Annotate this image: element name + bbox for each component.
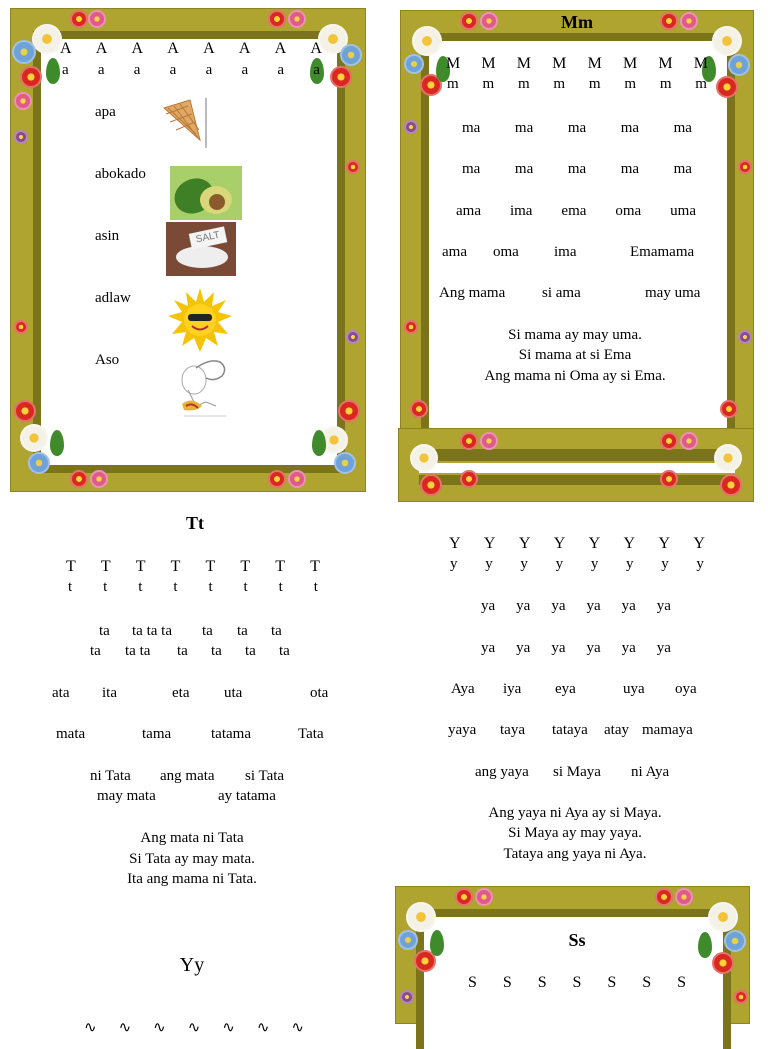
word: tatama xyxy=(211,726,251,742)
letter: t xyxy=(208,579,213,595)
word: uta xyxy=(224,685,243,701)
dog-sketch-icon xyxy=(176,350,236,420)
letter: a xyxy=(277,62,285,78)
phrase: ni Aya xyxy=(631,764,670,780)
letter: S xyxy=(677,974,686,991)
sun-icon xyxy=(168,288,232,352)
letter: a xyxy=(241,62,249,78)
syllable: ta xyxy=(271,623,282,639)
letter: y xyxy=(661,556,669,572)
word: iya xyxy=(503,681,522,697)
word: Emamama xyxy=(630,244,695,260)
phrase: si ama xyxy=(542,285,581,301)
sentence: Ita ang mama ni Tata. xyxy=(127,871,257,887)
word: tama xyxy=(142,726,172,742)
sentence: Ang mama ni Oma ay si Ema. xyxy=(484,368,666,384)
syllable: ma xyxy=(567,120,587,136)
word: uma xyxy=(670,203,696,219)
syllable: ta xyxy=(99,623,110,639)
letter: Y xyxy=(693,535,705,552)
syllable: ta ta xyxy=(125,643,151,659)
letter: t xyxy=(243,579,248,595)
phrase: ni Tata xyxy=(90,768,131,784)
letter: M xyxy=(658,55,673,72)
salt-icon xyxy=(166,222,236,276)
letter: Y xyxy=(449,535,461,552)
word-abokado: abokado xyxy=(95,166,146,182)
word: uya xyxy=(623,681,645,697)
syllable: ya xyxy=(586,598,601,614)
word: eta xyxy=(172,685,190,701)
word: tataya xyxy=(552,722,588,738)
word: mata xyxy=(56,726,86,742)
syllable: ta xyxy=(211,643,222,659)
word-aso: Aso xyxy=(95,352,120,368)
letter: a xyxy=(62,62,69,78)
letter: A xyxy=(310,40,322,57)
syllable: ya xyxy=(621,640,636,656)
letter: A xyxy=(203,40,215,57)
letter: a xyxy=(205,62,213,78)
word: ama xyxy=(456,203,481,219)
next-page-title: Yy xyxy=(179,954,205,976)
phrase: si Maya xyxy=(553,764,601,780)
word: ama xyxy=(442,244,467,260)
word: ima xyxy=(509,203,533,219)
letter: M xyxy=(446,55,461,72)
page-y-syllables-1 xyxy=(481,598,671,615)
sentence: Tataya ang yaya ni Aya. xyxy=(503,846,647,862)
letter: t xyxy=(313,579,318,595)
syllable: ma xyxy=(462,161,481,177)
letter: T xyxy=(170,558,181,575)
syllable: ya xyxy=(656,598,671,614)
syllable: ya xyxy=(481,640,496,656)
letter: y xyxy=(590,556,599,572)
salt-label: SALT xyxy=(189,226,228,249)
word: mamaya xyxy=(642,722,693,738)
letter: m xyxy=(482,76,495,92)
word: ema xyxy=(561,203,587,219)
letter: t xyxy=(68,579,73,595)
syllable: ma xyxy=(673,120,692,136)
letter: m xyxy=(517,76,530,92)
syllable: ta xyxy=(90,643,101,659)
phrase: ang mata xyxy=(160,768,215,784)
letter: S xyxy=(468,974,477,991)
page-m-uppercase-row xyxy=(446,55,708,73)
letter: T xyxy=(100,558,111,575)
page-a-uppercase-row xyxy=(60,40,322,58)
word: taya xyxy=(500,722,525,738)
word: yaya xyxy=(448,722,477,738)
word: ata xyxy=(52,685,70,701)
letter: T xyxy=(205,558,216,575)
letter: Y xyxy=(483,535,496,552)
page-s-frame xyxy=(395,886,750,1024)
page-m-bottom-band xyxy=(398,428,754,502)
letter: y xyxy=(555,556,564,572)
syllable: ya xyxy=(551,640,566,656)
letter: Y xyxy=(518,535,531,552)
letter: y xyxy=(696,556,704,572)
phrase: Ang mama xyxy=(439,285,506,301)
word: Tata xyxy=(298,726,324,742)
sentence: Si mama at si Ema xyxy=(518,347,632,363)
syllable: ma xyxy=(514,161,534,177)
page-m-title: Mm xyxy=(561,12,593,32)
letter: y xyxy=(626,556,634,572)
syllable: ma xyxy=(514,120,534,136)
page-y-uppercase-row xyxy=(449,535,705,553)
page-t-lowercase-row xyxy=(68,579,318,596)
page-m-syllables-1 xyxy=(462,120,692,137)
word: ita xyxy=(102,685,117,701)
letter: A xyxy=(274,40,287,57)
letter: M xyxy=(622,55,638,72)
syllable: ma xyxy=(620,161,640,177)
sentence: Ang yaya ni Aya ay si Maya. xyxy=(488,805,662,821)
syllable: ta xyxy=(202,623,213,639)
letter: Y xyxy=(623,535,636,552)
letter: A xyxy=(167,40,179,57)
syllable: ta xyxy=(237,623,248,639)
letter: M xyxy=(516,55,532,72)
syllable: ya xyxy=(621,598,636,614)
word-asin: asin xyxy=(95,228,120,244)
syllable: ya xyxy=(656,640,671,656)
letter: Y xyxy=(658,535,670,552)
phrase: si Tata xyxy=(245,768,285,784)
phrase: may uma xyxy=(645,285,701,301)
word-apa: apa xyxy=(95,104,116,120)
letter: m xyxy=(588,76,601,92)
word: oya xyxy=(675,681,697,697)
syllable: ma xyxy=(567,161,587,177)
sentence: Si Tata ay may mata. xyxy=(129,851,255,867)
letter: M xyxy=(587,55,602,72)
letter: S xyxy=(502,974,512,991)
letter: A xyxy=(95,40,108,57)
letter: A xyxy=(238,40,251,57)
page-m-lowercase-row xyxy=(447,76,707,93)
page-m-frame xyxy=(400,10,754,430)
syllable: ya xyxy=(516,598,531,614)
letter: a xyxy=(97,62,105,78)
letter: T xyxy=(240,558,251,575)
avocado-icon xyxy=(170,166,242,220)
letter: T xyxy=(310,558,320,575)
letter: y xyxy=(520,556,528,572)
letter: y xyxy=(450,556,458,572)
letter: m xyxy=(553,76,566,92)
page-t-title: Tt xyxy=(186,513,204,533)
letter: a xyxy=(313,62,320,78)
syllable: ta xyxy=(245,643,256,659)
word: ima xyxy=(554,244,577,260)
word-adlaw: adlaw xyxy=(95,290,131,306)
letter: S xyxy=(537,974,547,991)
letter: t xyxy=(138,579,143,595)
letter: t xyxy=(173,579,178,595)
page-a-lowercase-row xyxy=(62,62,320,79)
syllable: ta xyxy=(177,643,188,659)
letter: T xyxy=(275,558,286,575)
letter: m xyxy=(659,76,672,92)
letter: M xyxy=(481,55,496,72)
letter: t xyxy=(103,579,108,595)
syllable: ya xyxy=(481,598,496,614)
letter: S xyxy=(642,974,652,991)
word: oma xyxy=(493,244,519,260)
letter: t xyxy=(278,579,283,595)
letter: Y xyxy=(588,535,601,552)
page-m-words-1 xyxy=(456,203,696,220)
letter: m xyxy=(624,76,637,92)
syllable: ya xyxy=(551,598,566,614)
page-m-syllables-2 xyxy=(462,161,692,178)
sentence: Si Maya ay may yaya. xyxy=(508,825,642,841)
syllable: ya xyxy=(586,640,601,656)
word: atay xyxy=(604,722,629,738)
page-s-title: Ss xyxy=(568,930,586,950)
letter: A xyxy=(131,40,144,57)
letter: a xyxy=(169,62,177,78)
cut-off-letter-row: ∿ ∿ ∿ ∿ ∿ ∿ ∿ xyxy=(84,1020,304,1036)
syllable: ta ta ta xyxy=(132,623,172,639)
letter: M xyxy=(693,55,708,72)
sentence: Ang mata ni Tata xyxy=(140,830,244,846)
letter: a xyxy=(133,62,141,78)
page-s-uppercase-row xyxy=(468,974,686,992)
phrase: may mata xyxy=(97,788,156,804)
letter: m xyxy=(447,76,459,92)
syllable: ma xyxy=(673,161,692,177)
phrase: ay tatama xyxy=(218,788,276,804)
word: oma xyxy=(615,203,642,219)
letter: S xyxy=(607,974,617,991)
syllable: ya xyxy=(516,640,531,656)
word: Aya xyxy=(451,681,475,697)
page-y-lowercase-row xyxy=(450,556,704,573)
letter: y xyxy=(485,556,493,572)
word: eya xyxy=(555,681,576,697)
page-t-uppercase-row xyxy=(66,558,320,576)
letter: m xyxy=(695,76,707,92)
letter: M xyxy=(552,55,567,72)
syllable: ma xyxy=(620,120,640,136)
page-y-syllables-2 xyxy=(481,640,671,657)
letter: T xyxy=(135,558,146,575)
letter: A xyxy=(60,40,72,57)
letter: S xyxy=(572,974,582,991)
letter: Y xyxy=(553,535,566,552)
word: ota xyxy=(310,685,329,701)
letter: T xyxy=(66,558,76,575)
syllable: ma xyxy=(462,120,481,136)
sentence: Si mama ay may uma. xyxy=(508,327,642,343)
syllable: ta xyxy=(279,643,290,659)
phrase: ang yaya xyxy=(475,764,529,780)
ice-cream-cone-icon xyxy=(160,94,210,150)
